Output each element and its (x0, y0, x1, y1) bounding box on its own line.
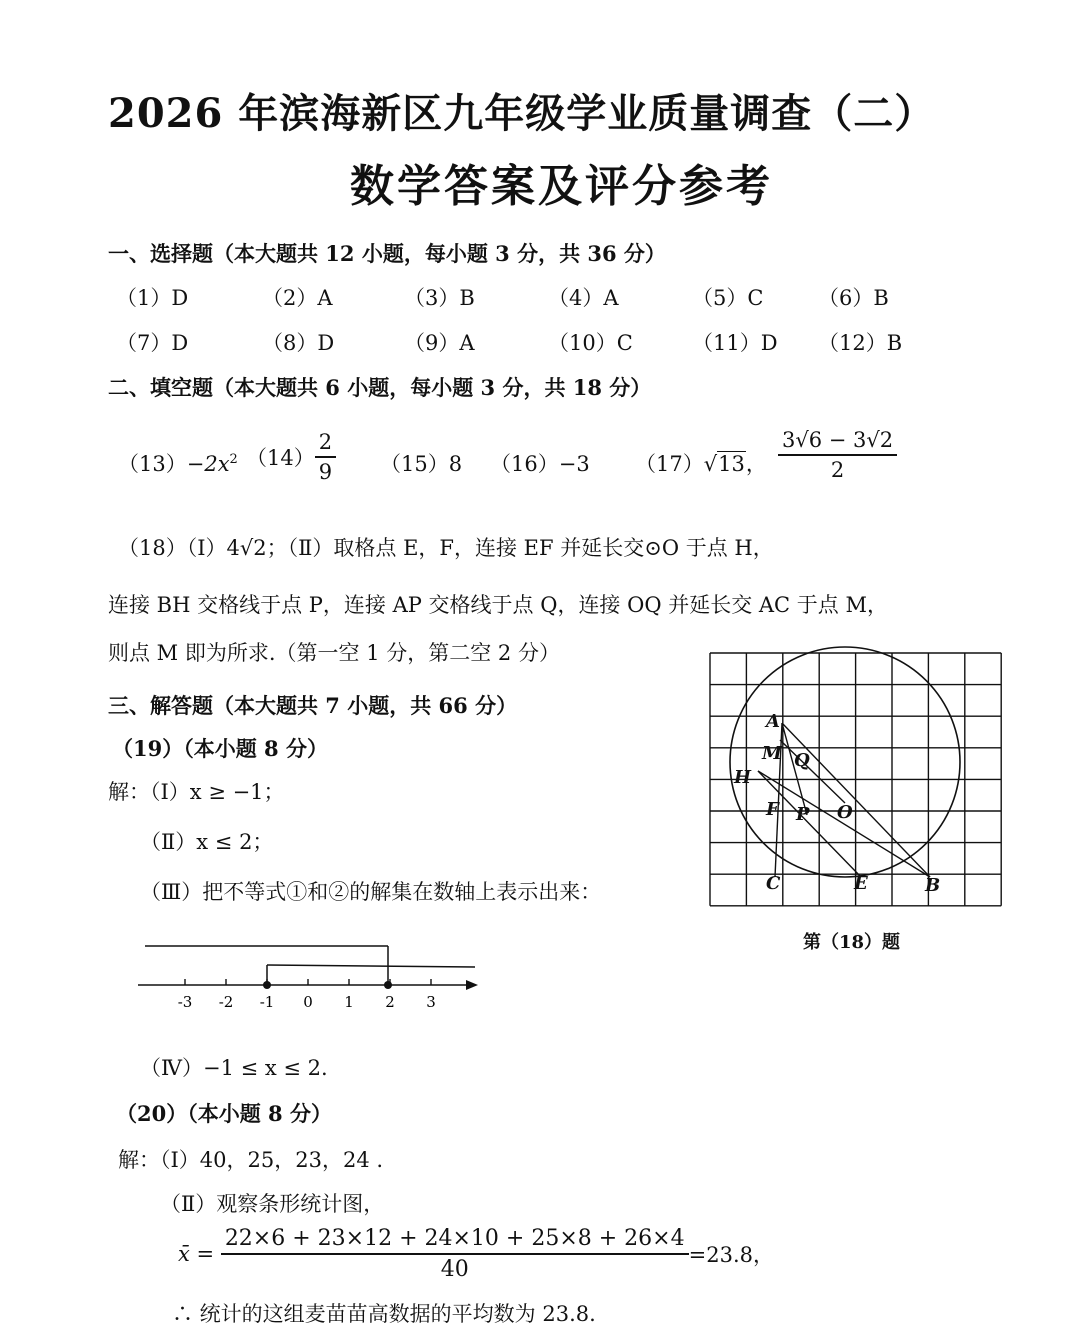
choice-answer: （5）C (692, 286, 764, 310)
answer-18-line3: 则点 M 即为所求.（第一空 1 分，第二空 2 分） (108, 641, 560, 665)
answer-18-line1: （18）（Ⅰ）4√2；（Ⅱ）取格点 E，F，连接 EF 并延长交⊙O 于点 H， (118, 536, 774, 560)
tick-label: -2 (218, 993, 234, 1011)
q20-mean-formula: x̄ = $\frac{22\times 6 + 23\times 12 + 24\times 10 + 25\times 8 + 26\times 4}{40}$ =23.8， (178, 1226, 774, 1282)
choice-answer: （2）A (262, 286, 333, 310)
tick-label: 3 (426, 993, 436, 1011)
answer-13: $(13)-2x^2$ (118, 452, 238, 476)
tick-label: 2 (385, 993, 395, 1011)
choice-answer: （3）B (404, 286, 475, 310)
label-f: F (766, 799, 779, 820)
label-a: A (766, 711, 780, 732)
choice-answer: （1）D (116, 286, 189, 310)
figure-labels (733, 711, 940, 896)
q19-step4: （Ⅳ）−1 ≤ x ≤ 2. (140, 1056, 328, 1080)
choice-answer: （12）B (818, 331, 903, 355)
page-subtitle: 数学答案及评分参考 (350, 161, 773, 212)
choice-answer: （11）D (692, 331, 778, 355)
label-e: E (854, 873, 868, 894)
choice-answer: （9）A (404, 331, 475, 355)
label-b: B (925, 875, 941, 896)
choice-answer: （8）D (262, 331, 335, 355)
answer-17-part1: （17）√13， (635, 452, 767, 476)
point-2 (384, 981, 392, 989)
tick-label: -1 (259, 993, 275, 1011)
line-om (780, 740, 845, 803)
label-o: O (837, 802, 853, 823)
choice-answer: （4）A (548, 286, 619, 310)
figure-18-grid-circle (700, 645, 1020, 920)
number-line (130, 935, 490, 1015)
label-q: Q (794, 750, 810, 771)
answer-15: （15）8 (380, 452, 463, 476)
figure-lines (758, 723, 930, 877)
answer-14: （14） $\frac{2}{9}$ (246, 430, 336, 484)
section-heading-fill: 二、填空题（本大题共 6 小题，每小题 3 分，共 18 分） (108, 375, 652, 400)
solution-bracket-ge-minus1 (267, 965, 475, 967)
q20-step2: （Ⅱ）观察条形统计图， (160, 1192, 385, 1216)
label-p: P (796, 804, 810, 825)
q19-step3: （Ⅲ）把不等式①和②的解集在数轴上表示出来： (140, 880, 602, 904)
tick-label: 1 (344, 993, 354, 1011)
section-heading-solve: 三、解答题（本大题共 7 小题，共 66 分） (108, 693, 518, 718)
q19-title: （19）（本小题 8 分） (112, 736, 328, 761)
label-m: M (762, 743, 782, 764)
tick-label: 0 (303, 993, 313, 1011)
q19-step2: （Ⅱ）x ≤ 2； (140, 830, 274, 854)
answer-16: （16）−3 (490, 452, 590, 476)
choice-answer: （6）B (818, 286, 889, 310)
tick-label: -3 (177, 993, 193, 1011)
label-c: C (766, 873, 781, 894)
choice-answer: （7）D (116, 331, 189, 355)
choice-answer: （10）C (548, 331, 633, 355)
q20-step1: 解：（Ⅰ）40，25，23，24 . (118, 1148, 384, 1172)
q20-step3: ∴ 统计的这组麦苗苗高数据的平均数为 23.8. (172, 1302, 596, 1326)
page-title: 2026 年滨海新区九年级学业质量调查（二） (108, 90, 936, 137)
answer-18-line2: 连接 BH 交格线于点 P，连接 AP 交格线于点 Q，连接 OQ 并延长交 AC 于点 M， (108, 593, 888, 617)
q20-title: （20）（本小题 8 分） (116, 1101, 332, 1126)
label-h: H (734, 767, 752, 788)
axis-arrow (466, 980, 478, 990)
figure-18-caption: 第（18）题 (803, 932, 901, 953)
point-minus1 (263, 981, 271, 989)
q19-step1: 解：（Ⅰ）x ≥ −1； (108, 780, 285, 804)
section-heading-choice: 一、选择题（本大题共 12 小题，每小题 3 分，共 36 分） (108, 241, 666, 266)
answer-17-part2: $\frac{3√6 - 3√2}{2}$ (778, 428, 897, 482)
